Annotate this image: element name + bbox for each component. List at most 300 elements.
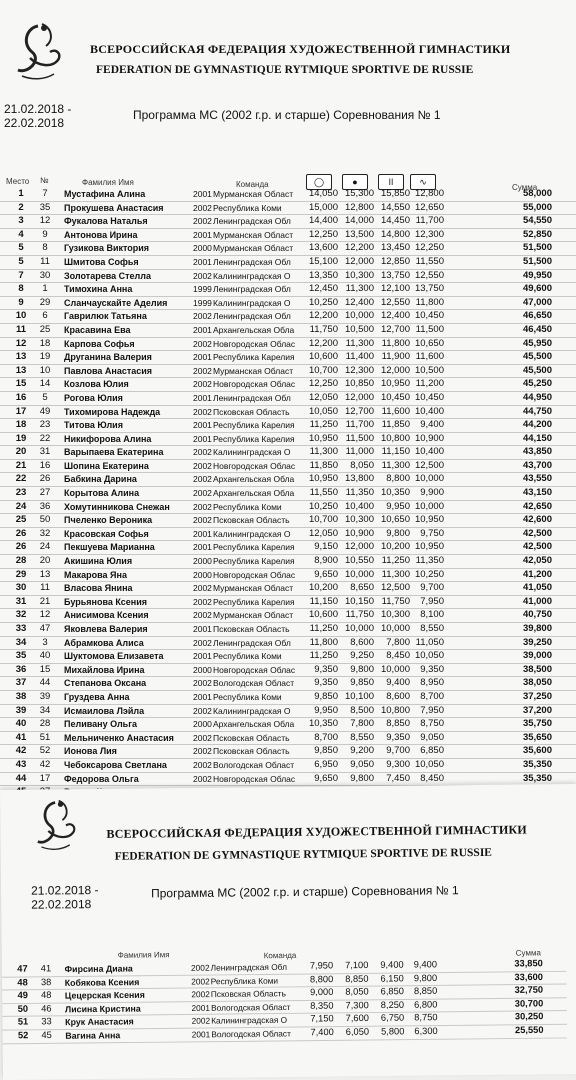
year-cell: 2002 <box>193 270 212 281</box>
hoop-score-cell: 13,350 <box>308 269 338 281</box>
ball-icon: ● <box>342 174 368 190</box>
number-cell: 16 <box>39 459 51 471</box>
place-cell: 5 <box>18 255 24 267</box>
table-row <box>0 596 576 610</box>
clubs-score-cell: 14,450 <box>380 215 410 227</box>
table-row <box>0 732 576 746</box>
table-row <box>0 229 576 243</box>
competition-dates <box>4 102 71 130</box>
hoop-score-cell: 11,750 <box>309 323 338 335</box>
table-row <box>0 215 576 229</box>
table-row <box>0 528 576 542</box>
table-row <box>0 324 576 338</box>
ball-score-cell: 10,850 <box>344 378 374 390</box>
place-cell: 48 <box>17 977 28 988</box>
number-cell: 23 <box>39 419 51 431</box>
clubs-score-cell: 11,850 <box>381 419 410 431</box>
hoop-score-cell: 9,950 <box>314 704 338 716</box>
name-cell: Прокушева Анастасия <box>64 202 164 213</box>
number-cell: 24 <box>39 541 51 553</box>
number-cell: 5 <box>42 391 48 403</box>
clubs-score-cell: 15,850 <box>380 188 410 199</box>
col-name-header: Фамилия Имя <box>82 178 134 187</box>
clubs-score-cell: 10,000 <box>380 663 410 675</box>
clubs-score-cell: 5,800 <box>380 1026 405 1038</box>
place-cell: 39 <box>15 704 27 716</box>
ball-score-cell: 10,300 <box>344 269 374 281</box>
year-cell: 2000 <box>193 556 212 567</box>
name-cell: Пчеленко Вероника <box>64 515 153 526</box>
table-row <box>0 446 576 460</box>
year-cell: 2002 <box>193 705 212 716</box>
ball-score-cell: 10,000 <box>344 623 374 634</box>
year-cell: 2001 <box>193 420 212 431</box>
clubs-score-cell: 11,600 <box>381 405 410 417</box>
clubs-score-cell: 9,700 <box>386 745 410 757</box>
hoop-score-cell: 8,350 <box>310 1000 334 1012</box>
total-cell: 45,500 <box>522 364 552 376</box>
total-cell: 44,950 <box>522 391 552 403</box>
year-cell: 2002 <box>193 460 212 471</box>
ribbon-score-cell: 10,450 <box>414 391 444 403</box>
team-cell: Калининградская О <box>213 270 291 281</box>
name-cell: Золотарева Стелла <box>64 270 151 281</box>
total-cell: 39,000 <box>522 650 552 662</box>
hoop-score-cell: 12,250 <box>308 228 338 240</box>
hoop-score-cell: 12,200 <box>308 337 338 349</box>
ball-score-cell: 12,300 <box>344 364 374 376</box>
year-cell: 2001 <box>193 528 212 539</box>
ball-score-cell: 8,600 <box>350 636 374 648</box>
hoop-score-cell: 13,600 <box>308 242 338 254</box>
total-cell: 52,850 <box>522 228 552 240</box>
table-row <box>0 202 576 216</box>
total-cell: 32,750 <box>514 984 544 997</box>
ribbon-score-cell: 11,500 <box>415 323 444 335</box>
hoop-score-cell: 10,050 <box>308 405 338 417</box>
ball-score-cell: 12,700 <box>344 405 374 417</box>
ribbon-score-cell: 10,950 <box>414 514 444 526</box>
ribbon-score-cell: 11,800 <box>415 296 444 308</box>
team-cell: Калининградская О <box>213 528 291 539</box>
place-cell: 3 <box>18 215 24 227</box>
number-cell: 35 <box>39 201 51 213</box>
table-row <box>0 297 576 311</box>
table-row <box>0 310 576 324</box>
number-cell: 29 <box>39 296 51 308</box>
hoop-score-cell: 10,700 <box>308 514 338 526</box>
ribbon-score-cell: 10,050 <box>414 758 444 770</box>
table-row <box>0 677 576 691</box>
total-cell: 33,600 <box>514 971 544 983</box>
ball-score-cell: 9,800 <box>350 772 374 784</box>
clubs-score-cell: 8,450 <box>386 650 410 662</box>
ball-score-cell: 7,600 <box>345 1013 369 1025</box>
federation-logo-icon <box>8 18 68 88</box>
ribbon-score-cell: 10,400 <box>414 446 444 458</box>
place-cell: 23 <box>15 487 27 499</box>
total-cell: 41,050 <box>522 582 552 594</box>
year-cell: 2002 <box>193 583 212 594</box>
team-cell: Псковская Область <box>213 746 290 757</box>
name-cell: Абрамкова Алиса <box>64 637 144 648</box>
place-cell: 7 <box>18 269 24 281</box>
ribbon-score-cell: 7,950 <box>420 595 444 607</box>
hoop-score-cell: 11,150 <box>309 595 338 607</box>
total-cell: 42,050 <box>522 555 552 567</box>
year-cell: 2002 <box>193 759 212 770</box>
col-total-header: Сумма <box>515 948 541 958</box>
total-cell: 55,000 <box>522 201 552 213</box>
team-cell: Республика Коми <box>213 651 282 662</box>
hoop-score-cell: 11,250 <box>309 623 338 634</box>
team-cell: Ленинградская Обл <box>213 216 291 227</box>
place-cell: 25 <box>15 514 27 526</box>
table-row <box>0 378 576 392</box>
number-cell: 3 <box>42 636 48 648</box>
ribbon-score-cell: 9,700 <box>420 582 444 594</box>
year-cell: 2001 <box>193 624 212 634</box>
federation-name-ru: ВСЕРОССИЙСКАЯ ФЕДЕРАЦИЯ ХУДОЖЕСТВЕННОЙ ГИМНАСТИКИ <box>106 822 527 841</box>
col-total-header: Сумма <box>512 183 538 192</box>
hoop-score-cell: 11,300 <box>309 446 338 458</box>
ball-score-cell: 13,500 <box>344 228 374 240</box>
ball-score-cell: 11,000 <box>345 446 374 458</box>
ball-score-cell: 9,800 <box>350 663 374 675</box>
name-cell: Тихомирова Надежда <box>64 406 161 417</box>
ribbon-score-cell: 10,450 <box>414 310 444 322</box>
table-row <box>0 188 576 202</box>
clubs-score-cell: 12,500 <box>380 582 410 594</box>
year-cell: 2000 <box>193 664 212 675</box>
hoop-score-cell: 15,000 <box>308 201 338 213</box>
name-cell: Лисина Кристина <box>64 1003 141 1015</box>
name-cell: Степанова Оксана <box>64 678 147 689</box>
year-cell: 2002 <box>193 202 212 213</box>
number-cell: 15 <box>39 663 51 675</box>
ball-score-cell: 11,400 <box>345 351 374 363</box>
total-cell: 42,600 <box>522 514 552 526</box>
place-cell: 50 <box>17 1003 29 1015</box>
place-cell: 17 <box>15 405 27 417</box>
total-cell: 38,050 <box>522 677 552 689</box>
table-row <box>0 338 576 352</box>
ball-score-cell: 12,000 <box>344 541 374 553</box>
ribbon-score-cell: 8,700 <box>420 690 444 702</box>
place-cell: 30 <box>15 582 27 594</box>
hoop-score-cell: 11,550 <box>309 487 338 499</box>
place-cell: 26 <box>15 541 27 553</box>
ribbon-score-cell: 6,800 <box>414 999 438 1011</box>
total-cell: 38,500 <box>522 663 552 675</box>
total-cell: 41,000 <box>522 595 552 607</box>
total-cell: 47,000 <box>522 296 552 308</box>
table-row <box>0 242 576 256</box>
team-cell: Республика Коми <box>213 691 282 702</box>
table-row <box>0 664 576 678</box>
table-row <box>0 406 576 420</box>
place-cell: 12 <box>15 337 27 349</box>
name-cell: Ионова Лия <box>64 746 117 757</box>
federation-logo-icon <box>28 795 83 858</box>
number-cell: 46 <box>41 1003 52 1015</box>
hoop-score-cell: 12,450 <box>308 283 338 295</box>
place-cell: 19 <box>15 432 27 444</box>
hoop-icon: ◯ <box>306 174 332 190</box>
place-cell: 26 <box>15 527 27 539</box>
clubs-score-cell: 14,550 <box>380 201 410 213</box>
team-cell: Мурманская Област <box>213 583 294 594</box>
ribbon-score-cell: 9,750 <box>420 527 444 539</box>
number-cell: 34 <box>39 704 51 716</box>
number-cell: 12 <box>39 215 51 227</box>
clubs-score-cell: 10,800 <box>380 704 410 716</box>
hoop-score-cell: 10,250 <box>308 296 338 308</box>
federation-name-ru: ВСЕРОССИЙСКАЯ ФЕДЕРАЦИЯ ХУДОЖЕСТВЕННОЙ ГИМНАСТИКИ <box>90 42 511 56</box>
clubs-score-cell: 11,300 <box>381 459 410 471</box>
ball-score-cell: 8,050 <box>345 986 369 998</box>
name-cell: Никифорова Алина <box>64 433 152 444</box>
team-cell: Республика Коми <box>213 202 282 213</box>
ball-score-cell: 10,900 <box>344 527 374 539</box>
year-cell: 2001 <box>193 392 212 403</box>
place-cell: 33 <box>15 623 27 634</box>
year-cell: 2001 <box>191 1029 211 1040</box>
year-cell: 2001 <box>193 433 212 444</box>
name-cell: Гузикова Виктория <box>64 243 150 254</box>
year-cell: 2001 <box>193 256 212 267</box>
name-cell: Макарова Яна <box>64 569 127 580</box>
total-cell: 35,600 <box>522 745 552 757</box>
place-cell: 31 <box>15 595 27 607</box>
ribbon-score-cell: 12,800 <box>414 188 444 199</box>
number-cell: 8 <box>42 242 48 254</box>
team-cell: Республика Карелия <box>213 420 295 431</box>
name-cell: Павлова Анастасия <box>64 365 153 376</box>
name-cell: Анисимова Ксения <box>64 610 149 621</box>
clubs-score-cell: 12,850 <box>380 255 410 267</box>
name-cell: Бурьянова Ксения <box>64 596 147 607</box>
ball-score-cell: 9,200 <box>350 745 374 757</box>
number-cell: 9 <box>42 228 48 240</box>
col-name-header: Фамилия Имя <box>117 950 170 960</box>
hoop-score-cell: 12,200 <box>308 310 338 322</box>
ribbon-score-cell: 6,300 <box>414 1026 438 1038</box>
number-cell: 6 <box>42 310 48 322</box>
name-cell: Власова Янина <box>64 583 133 594</box>
number-cell: 30 <box>39 269 51 281</box>
place-cell: 34 <box>15 636 27 648</box>
name-cell: Титова Юлия <box>64 420 123 431</box>
year-cell: 2001 <box>193 651 212 662</box>
ball-score-cell: 10,550 <box>344 555 374 567</box>
number-cell: 11 <box>40 582 50 594</box>
ribbon-score-cell: 9,400 <box>420 419 444 431</box>
place-cell: 5 <box>18 242 24 254</box>
total-cell: 43,550 <box>522 473 552 485</box>
year-cell: 2002 <box>193 311 212 322</box>
year-cell: 2000 <box>193 243 212 254</box>
team-cell: Мурманская Област <box>213 229 294 240</box>
team-cell: Вологодская Област <box>210 1001 291 1013</box>
year-cell: 2001 <box>193 352 212 363</box>
clubs-score-cell: 13,450 <box>380 242 410 254</box>
place-cell: 41 <box>15 731 27 743</box>
name-cell: Друганина Валерия <box>64 352 152 363</box>
number-cell: 19 <box>39 351 51 363</box>
name-cell: Красовская Софья <box>64 528 149 539</box>
year-cell: 2002 <box>193 447 212 458</box>
name-cell: Мустафина Алина <box>64 189 146 199</box>
name-cell: Шуктомова Елизавета <box>64 651 164 662</box>
hoop-score-cell: 8,700 <box>314 731 338 743</box>
ribbon-score-cell: 9,800 <box>413 972 438 984</box>
team-cell: Мурманская Област <box>213 243 294 254</box>
clubs-score-cell: 8,850 <box>386 718 410 730</box>
number-cell: 41 <box>40 963 52 975</box>
ball-score-cell: 11,300 <box>345 337 374 349</box>
ribbon-score-cell: 11,050 <box>415 636 444 648</box>
ribbon-score-cell: 12,300 <box>414 228 444 240</box>
name-cell: Антонова Ирина <box>64 229 138 240</box>
number-cell: 33 <box>41 1016 52 1028</box>
team-cell: Республика Карелия <box>213 352 295 363</box>
ball-score-cell: 10,000 <box>344 310 374 322</box>
ribbon-score-cell: 10,500 <box>414 364 444 376</box>
team-cell: Псковская Область <box>213 406 290 417</box>
ribbon-score-cell: 10,650 <box>414 337 444 349</box>
hoop-score-cell: 9,850 <box>314 690 338 702</box>
total-cell: 45,250 <box>522 378 552 390</box>
table-row <box>0 691 576 705</box>
ribbon-score-cell: 10,250 <box>414 568 444 580</box>
team-cell: Архангельская Обла <box>213 488 295 499</box>
ribbon-score-cell: 7,950 <box>420 704 444 716</box>
year-cell: 2002 <box>193 488 212 499</box>
ball-score-cell: 12,200 <box>344 242 374 254</box>
place-cell: 28 <box>15 555 27 567</box>
total-cell: 39,800 <box>522 623 552 634</box>
ball-score-cell: 8,500 <box>350 704 374 716</box>
ball-score-cell: 10,100 <box>344 690 374 702</box>
number-cell: 48 <box>41 990 52 1002</box>
clubs-score-cell: 6,850 <box>380 986 404 998</box>
ribbon-score-cell: 11,700 <box>415 215 444 227</box>
place-cell: 9 <box>18 296 24 308</box>
clubs-score-cell: 10,800 <box>380 432 410 444</box>
ribbon-score-cell: 8,100 <box>420 609 444 621</box>
team-cell: Республика Карелия <box>213 556 295 567</box>
name-cell: Чебоксарова Светлана <box>64 759 167 770</box>
team-cell: Ленинградская Обл <box>213 256 291 267</box>
ribbon-score-cell: 8,750 <box>420 718 444 730</box>
ribbon-score-cell: 11,350 <box>415 555 444 567</box>
total-cell: 43,150 <box>522 487 552 499</box>
team-cell: Новгородская Облас <box>213 338 296 349</box>
team-cell: Вологодская Област <box>213 759 295 770</box>
hoop-score-cell: 10,950 <box>308 432 338 444</box>
place-cell: 16 <box>15 391 27 403</box>
table-row <box>0 555 576 569</box>
team-cell: Вологодская Област <box>213 678 295 689</box>
table-row <box>0 419 576 433</box>
total-cell: 43,700 <box>522 459 552 471</box>
ball-score-cell: 8,850 <box>345 973 369 985</box>
table-row <box>0 745 576 759</box>
total-cell: 35,350 <box>522 758 552 770</box>
place-cell: 15 <box>15 378 27 390</box>
hoop-score-cell: 10,600 <box>308 609 338 621</box>
hoop-score-cell: 15,100 <box>308 255 338 267</box>
clubs-score-cell: 9,950 <box>386 500 410 512</box>
name-cell: Яковлева Валерия <box>64 624 148 634</box>
ball-score-cell: 10,400 <box>344 500 374 512</box>
number-cell: 28 <box>39 718 51 730</box>
place-cell: 43 <box>15 758 27 770</box>
year-cell: 2001 <box>193 691 212 702</box>
total-cell: 44,150 <box>522 432 552 444</box>
ball-score-cell: 8,650 <box>350 582 374 594</box>
number-cell: 10 <box>39 364 51 376</box>
ball-score-cell: 6,050 <box>345 1026 370 1038</box>
hoop-score-cell: 10,200 <box>308 582 338 594</box>
hoop-score-cell: 11,250 <box>309 419 338 431</box>
total-cell: 46,450 <box>522 323 552 335</box>
clubs-score-cell: 12,400 <box>380 310 410 322</box>
number-cell: 11 <box>40 255 50 267</box>
year-cell: 2001 <box>193 229 212 240</box>
ribbon-score-cell: 10,000 <box>414 473 444 485</box>
clubs-score-cell: 9,300 <box>386 758 410 770</box>
number-cell: 42 <box>39 758 51 770</box>
clubs-score-cell: 10,650 <box>380 514 410 526</box>
ball-score-cell: 7,100 <box>345 960 369 972</box>
number-cell: 27 <box>39 487 51 499</box>
table-row <box>0 365 576 379</box>
clubs-score-cell: 6,150 <box>380 973 404 985</box>
year-cell: 1999 <box>193 284 212 295</box>
col-team-header: Команда <box>236 180 269 189</box>
place-cell: 36 <box>15 663 27 675</box>
clubs-score-cell: 11,750 <box>381 595 410 607</box>
team-cell: Мурманская Област <box>213 365 294 376</box>
name-cell: Федорова Ольга <box>64 773 139 784</box>
ball-score-cell: 10,150 <box>344 595 374 607</box>
hoop-score-cell: 7,950 <box>309 960 334 972</box>
hoop-score-cell: 10,350 <box>308 718 338 730</box>
clubs-score-cell: 12,700 <box>380 323 410 335</box>
ball-score-cell: 9,850 <box>350 677 374 689</box>
year-cell: 2002 <box>193 515 212 526</box>
clubs-score-cell: 6,750 <box>380 1013 405 1025</box>
number-cell: 36 <box>39 500 51 512</box>
table-row <box>0 637 576 651</box>
year-cell: 2001 <box>193 542 212 553</box>
name-cell: Гаврилюк Татьяна <box>64 311 147 322</box>
number-cell: 49 <box>39 405 51 417</box>
table-row <box>0 392 576 406</box>
total-cell: 58,000 <box>522 188 552 199</box>
clubs-score-cell: 12,000 <box>380 364 410 376</box>
hoop-score-cell: 11,250 <box>309 650 338 662</box>
total-cell: 49,950 <box>522 269 552 281</box>
name-cell: Рогова Юлия <box>64 392 123 403</box>
place-cell: 13 <box>15 351 27 363</box>
clubs-score-cell: 11,150 <box>381 446 410 458</box>
clubs-score-cell: 11,800 <box>381 337 410 349</box>
total-cell: 42,650 <box>522 500 552 512</box>
year-cell: 2002 <box>193 732 212 743</box>
